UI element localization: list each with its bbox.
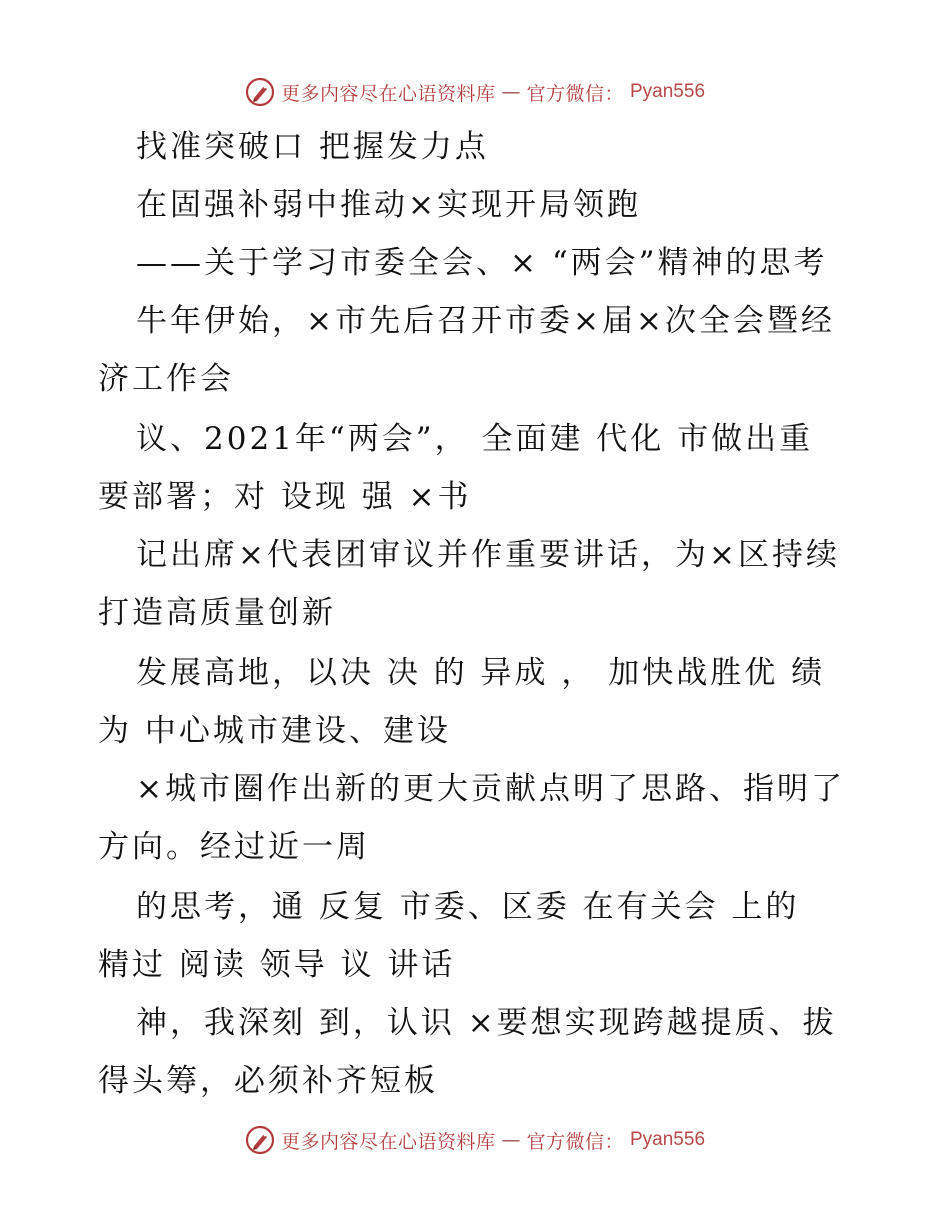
- doc-subtitle: ——关于学习市委全会、× “两会”精神的思考: [136, 245, 828, 281]
- pen-logo-icon: [245, 1125, 275, 1155]
- doc-paragraph-line: 方向。经过近一周: [98, 829, 370, 865]
- doc-paragraph-line: 记出席×代表团审议并作重要讲话，为×区持续: [136, 537, 840, 573]
- watermark-separator: —: [501, 81, 521, 103]
- doc-title-line-2: 在固强补弱中推动×实现开局领跑: [136, 187, 641, 223]
- doc-paragraph-line: 精过 阅读 领导 议 讲话: [98, 947, 456, 983]
- watermark-text: 更多内容尽在心语资料库: [280, 1130, 496, 1153]
- doc-paragraph-line: ×城市圈作出新的更大贡献点明了思路、指明了: [136, 771, 845, 807]
- doc-paragraph-line: 议、2021年“两会”， 全面建 代化 市做出重: [136, 421, 814, 457]
- watermark-id: Pyan556: [630, 1129, 706, 1150]
- watermark-footer: [0, 1120, 950, 1160]
- watermark-text: 更多内容尽在心语资料库: [280, 82, 496, 105]
- doc-paragraph-line: 打造高质量创新: [98, 595, 336, 631]
- doc-paragraph-line: 得头筹，必须补齐短板: [98, 1063, 438, 1099]
- doc-paragraph-line: 的思考，通 反复 市委、区委 在有关会 上的: [136, 889, 800, 925]
- watermark-label: 官方微信：: [526, 1130, 624, 1153]
- watermark-separator: —: [501, 1129, 521, 1151]
- doc-paragraph-line: 要部署；对 设现 强 ×书: [98, 479, 472, 515]
- doc-paragraph-line: 发展高地，以决 决 的 异成 ， 加快战胜优 绩: [136, 655, 826, 691]
- doc-paragraph-line: 牛年伊始，×市先后召开市委×届×次全会暨经: [136, 303, 835, 339]
- doc-paragraph-line: 神，我深刻 到，认识 ×要想实现跨越提质、拔: [136, 1005, 837, 1041]
- doc-paragraph-line: 为 中心城市建设、建设: [98, 713, 451, 749]
- doc-title-line-1: 找准突破口 把握发力点: [136, 129, 489, 165]
- watermark-label: 官方微信：: [526, 82, 624, 105]
- watermark-id: Pyan556: [630, 81, 706, 102]
- doc-paragraph-line: 济工作会: [98, 361, 234, 397]
